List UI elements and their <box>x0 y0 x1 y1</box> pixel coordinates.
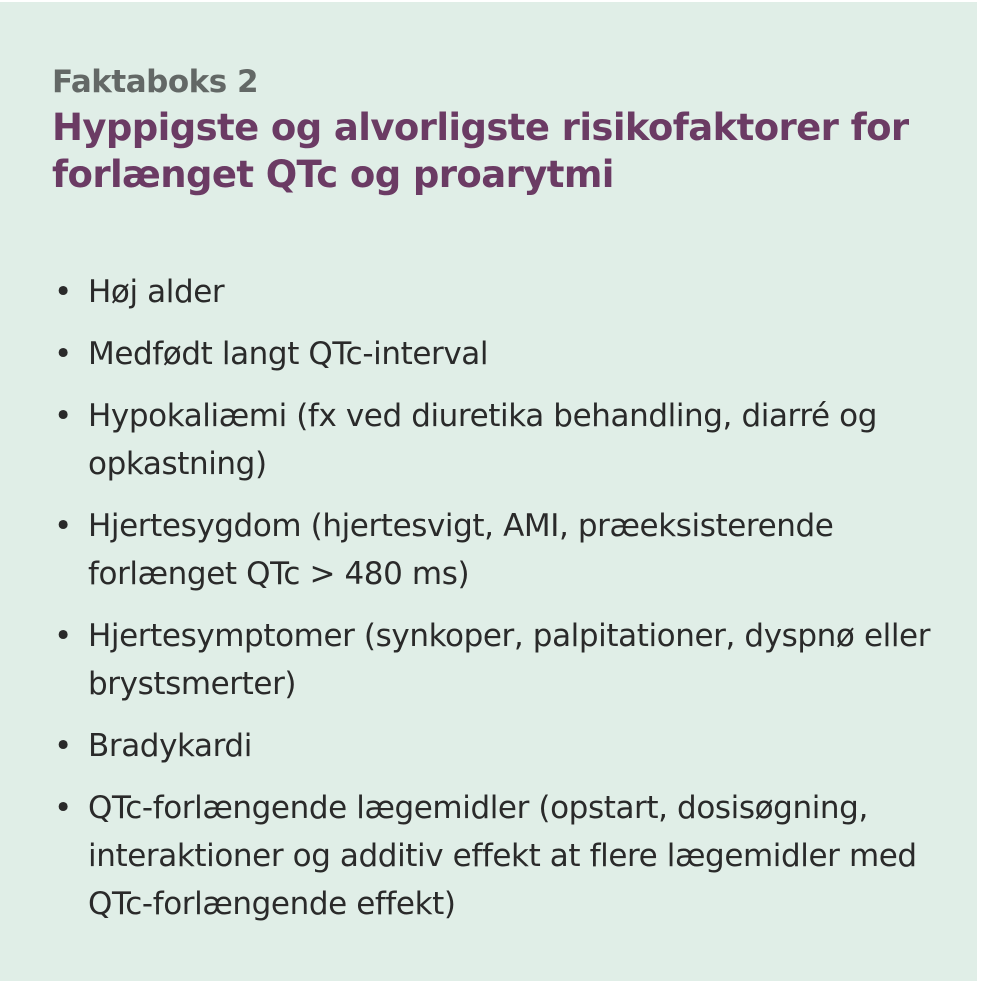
bullet-icon: • <box>54 398 72 434</box>
list-item <box>52 392 937 488</box>
factbox <box>0 2 977 981</box>
bullet-icon: • <box>54 790 72 826</box>
factbox-headline: Hyppigste og alvorligste risikofaktorer for forlænget QTc og proarytmi <box>52 106 909 196</box>
list-item-text: QTc-forlængende lægemidler (opstart, dosisøgning, interaktioner og additiv effekt at flere lægemidler med QTc-forlængende effekt) <box>88 790 917 922</box>
list-item <box>52 784 937 928</box>
list-item-text: Høj alder <box>88 274 225 310</box>
list-item-text: Bradykardi <box>88 728 252 764</box>
list-item <box>52 502 937 598</box>
bullet-icon: • <box>54 618 72 654</box>
bullet-icon: • <box>54 728 72 764</box>
list-item-text: Hjertesymptomer (synkoper, palpitationer, dyspnø eller brystsmerter) <box>88 618 931 702</box>
list-item-text: Hjertesygdom (hjertesvigt, AMI, præeksisterende forlænget QTc > 480 ms) <box>88 508 834 592</box>
list-item <box>52 330 937 378</box>
bullet-icon: • <box>54 508 72 544</box>
list-item <box>52 612 937 708</box>
bullet-icon: • <box>54 336 72 372</box>
bullet-icon: • <box>54 274 72 310</box>
risk-factor-list <box>52 268 937 928</box>
list-item-text: Medfødt langt QTc-interval <box>88 336 489 372</box>
list-item-text: Hypokaliæmi (fx ved diuretika behandling, diarré og opkastning) <box>88 398 877 482</box>
list-item <box>52 722 937 770</box>
list-item <box>52 268 937 316</box>
factbox-kicker: Faktaboks 2 <box>52 64 259 100</box>
